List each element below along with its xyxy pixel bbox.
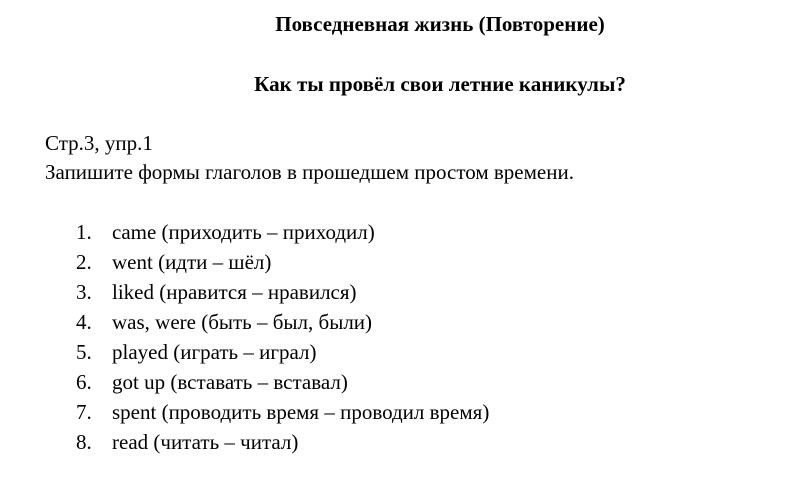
list-item-text: spent (проводить время – проводил время) (112, 400, 490, 424)
list-item-text: read (читать – читал) (112, 430, 299, 454)
list-item-number: 3. (76, 280, 92, 304)
list-item-number: 7. (76, 400, 92, 424)
list-item-text: got up (вставать – вставал) (112, 370, 348, 394)
list-item-number: 4. (76, 310, 92, 334)
exercise-reference: Стр.3, упр.1 (45, 131, 153, 155)
list-item-number: 8. (76, 430, 92, 454)
list-item-number: 5. (76, 340, 92, 364)
list-item-number: 2. (76, 250, 92, 274)
page-subtitle: Как ты провёл свои летние каникулы? (254, 72, 626, 96)
page-title: Повседневная жизнь (Повторение) (275, 12, 605, 36)
list-item-text: went (идти – шёл) (112, 250, 272, 274)
list-item-text: came (приходить – приходил) (112, 220, 375, 244)
list-item-text: was, were (быть – был, были) (112, 310, 373, 334)
list-item-text: liked (нравится – нравился) (112, 280, 357, 304)
list-item-text: played (играть – играл) (112, 340, 317, 364)
exercise-instruction: Запишите формы глаголов в прошедшем простом времени. (45, 160, 574, 184)
list-item-number: 6. (76, 370, 92, 394)
list-item-number: 1. (76, 220, 92, 244)
